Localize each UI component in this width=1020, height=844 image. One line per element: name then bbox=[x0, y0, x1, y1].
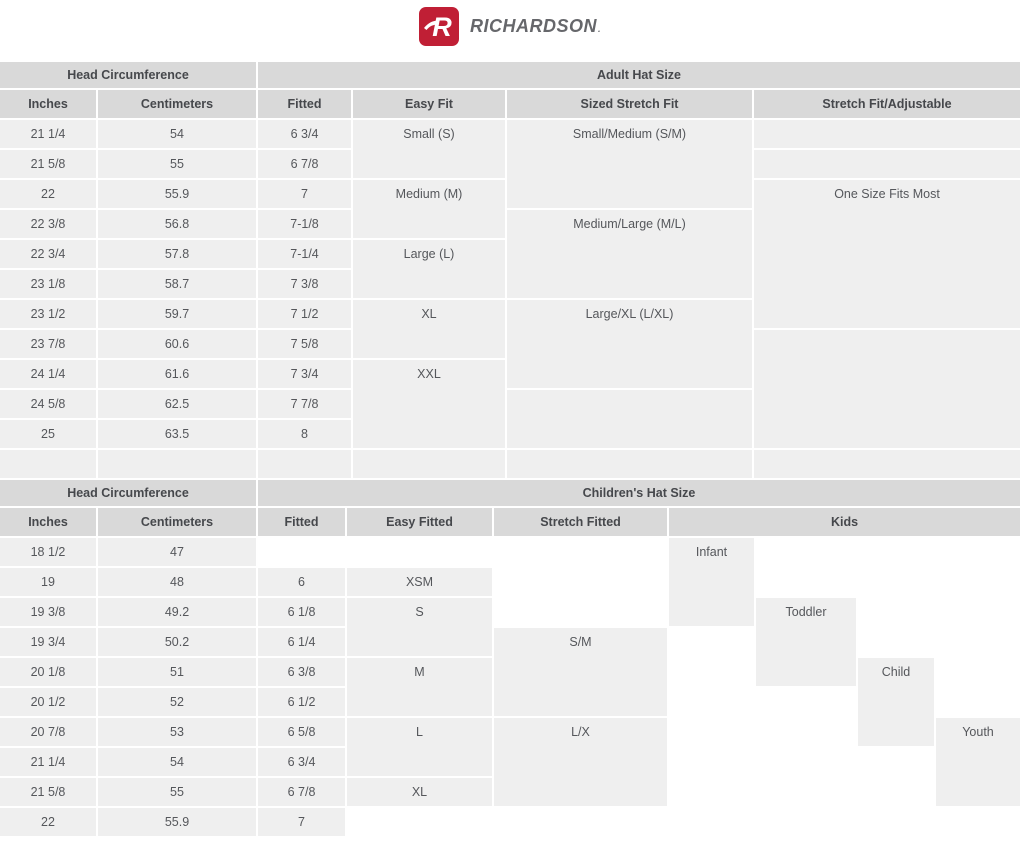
empty-cell bbox=[507, 450, 752, 478]
size-cell-label: 24 1/4 bbox=[30, 367, 66, 381]
size-cell bbox=[347, 568, 492, 596]
size-cell bbox=[756, 598, 856, 686]
size-cell-label: 7 5/8 bbox=[290, 337, 319, 351]
size-cell bbox=[258, 270, 351, 298]
size-cell bbox=[98, 150, 256, 178]
size-cell bbox=[98, 360, 256, 388]
column-header-label: Easy Fitted bbox=[386, 515, 453, 529]
size-cell-label: Large/XL (L/XL) bbox=[585, 307, 674, 321]
size-cell-label: 55 bbox=[170, 785, 184, 799]
size-cell bbox=[98, 778, 256, 806]
size-cell-label: 22 bbox=[41, 187, 55, 201]
size-cell-label: 22 3/4 bbox=[30, 247, 66, 261]
richardson-logo bbox=[0, 6, 1020, 46]
size-cell-label: Infant bbox=[695, 545, 728, 559]
size-cell bbox=[353, 120, 505, 178]
size-cell bbox=[258, 390, 351, 418]
empty-cell bbox=[754, 120, 1020, 148]
size-cell-label: 18 1/2 bbox=[30, 545, 66, 559]
size-cell-label: 7 bbox=[298, 815, 305, 829]
size-cell bbox=[347, 658, 492, 716]
size-cell-label: 55.9 bbox=[164, 815, 190, 829]
size-cell-label: 6 5/8 bbox=[287, 725, 316, 739]
size-cell bbox=[0, 688, 96, 716]
size-cell-label: 20 7/8 bbox=[30, 725, 66, 739]
size-cell bbox=[98, 240, 256, 268]
size-cell-label: 7 7/8 bbox=[290, 397, 319, 411]
empty-cell bbox=[754, 330, 1020, 448]
size-cell bbox=[669, 538, 754, 626]
size-cell-label: 7 1/2 bbox=[290, 307, 319, 321]
size-cell-label: 57.8 bbox=[164, 247, 190, 261]
brand-name: RICHARDSON bbox=[469, 15, 597, 36]
column-header-label: Stretch Fitted bbox=[540, 515, 621, 529]
size-cell-label: XSM bbox=[405, 575, 434, 589]
group-header bbox=[0, 480, 256, 506]
size-cell-label: 7 bbox=[301, 187, 308, 201]
column-header bbox=[494, 508, 667, 536]
size-cell-label: 25 bbox=[41, 427, 55, 441]
size-cell bbox=[0, 748, 96, 776]
size-cell bbox=[258, 210, 351, 238]
size-cell bbox=[258, 568, 345, 596]
column-header bbox=[258, 508, 345, 536]
childrens-hat-size-table bbox=[0, 480, 1020, 836]
size-cell bbox=[0, 420, 96, 448]
size-cell-label: Small (S) bbox=[403, 127, 455, 141]
empty-cell bbox=[353, 450, 505, 478]
size-cell bbox=[0, 778, 96, 806]
size-cell bbox=[98, 210, 256, 238]
group-header bbox=[0, 62, 256, 88]
size-cell bbox=[0, 360, 96, 388]
size-cell bbox=[258, 718, 345, 746]
size-cell-label: 23 1/2 bbox=[30, 307, 66, 321]
size-cell bbox=[858, 658, 934, 746]
size-cell bbox=[258, 240, 351, 268]
size-cell-label: 61.6 bbox=[164, 367, 190, 381]
size-cell bbox=[0, 300, 96, 328]
column-header-label: Centimeters bbox=[140, 97, 214, 111]
size-cell-label: 54 bbox=[170, 127, 184, 141]
size-cell-label: 49.2 bbox=[164, 605, 190, 619]
size-cell-label: 63.5 bbox=[164, 427, 190, 441]
column-header-label: Inches bbox=[28, 515, 68, 529]
size-cell-label: 59.7 bbox=[164, 307, 190, 321]
size-cell bbox=[507, 120, 752, 208]
group-header-label: Adult Hat Size bbox=[596, 68, 682, 82]
size-cell-label: 53 bbox=[170, 725, 184, 739]
size-cell-label: 6 7/8 bbox=[290, 157, 319, 171]
size-cell-label: 50.2 bbox=[164, 635, 190, 649]
size-cell bbox=[353, 300, 505, 358]
size-cell bbox=[98, 808, 256, 836]
group-header bbox=[258, 480, 1020, 506]
size-cell-label: One Size Fits Most bbox=[834, 187, 940, 201]
size-cell-label: Large (L) bbox=[403, 247, 455, 261]
size-cell-label: 55 bbox=[170, 157, 184, 171]
size-cell bbox=[98, 658, 256, 686]
logo-letter: R bbox=[432, 11, 452, 42]
empty-cell bbox=[0, 450, 96, 478]
size-cell-label: 6 1/2 bbox=[287, 695, 316, 709]
column-header bbox=[507, 90, 752, 118]
empty-cell bbox=[507, 390, 752, 448]
size-cell-label: 22 bbox=[41, 815, 55, 829]
richardson-r-badge-icon bbox=[419, 7, 459, 46]
column-header-label: Stretch Fit/Adjustable bbox=[822, 97, 952, 111]
size-cell-label: 20 1/8 bbox=[30, 665, 66, 679]
size-cell-label: 19 bbox=[41, 575, 55, 589]
size-cell-label: 52 bbox=[170, 695, 184, 709]
size-cell-label: 24 5/8 bbox=[30, 397, 66, 411]
column-header-label: Kids bbox=[830, 515, 859, 529]
sizing-charts bbox=[0, 62, 1020, 836]
size-cell bbox=[258, 150, 351, 178]
empty-cell bbox=[98, 450, 256, 478]
size-cell bbox=[98, 568, 256, 596]
column-header-label: Centimeters bbox=[140, 515, 214, 529]
size-cell bbox=[98, 628, 256, 656]
size-cell bbox=[0, 240, 96, 268]
size-cell-label: Small/Medium (S/M) bbox=[572, 127, 687, 141]
column-header bbox=[258, 90, 351, 118]
size-cell-label: XL bbox=[421, 307, 437, 321]
size-cell bbox=[347, 778, 492, 806]
column-header-label: Inches bbox=[28, 97, 68, 111]
size-cell-label: 51 bbox=[170, 665, 184, 679]
size-cell-label: 19 3/8 bbox=[30, 605, 66, 619]
size-cell-label: 54 bbox=[170, 755, 184, 769]
column-header bbox=[347, 508, 492, 536]
size-cell bbox=[0, 808, 96, 836]
size-cell bbox=[353, 240, 505, 298]
size-cell bbox=[494, 718, 667, 806]
column-header bbox=[98, 508, 256, 536]
column-header bbox=[353, 90, 505, 118]
size-cell-label: 6 7/8 bbox=[287, 785, 316, 799]
column-header-label: Sized Stretch Fit bbox=[580, 97, 679, 111]
size-cell bbox=[258, 420, 351, 448]
size-cell-label: 20 1/2 bbox=[30, 695, 66, 709]
empty-cell bbox=[754, 150, 1020, 178]
size-cell bbox=[258, 300, 351, 328]
size-cell bbox=[0, 718, 96, 746]
size-cell bbox=[258, 330, 351, 358]
size-cell bbox=[98, 688, 256, 716]
size-cell bbox=[98, 538, 256, 566]
adult-hat-size-table bbox=[0, 62, 1020, 478]
size-cell-label: 47 bbox=[170, 545, 184, 559]
size-cell bbox=[98, 598, 256, 626]
size-cell bbox=[353, 360, 505, 448]
size-cell bbox=[0, 390, 96, 418]
size-cell-label: 7-1/8 bbox=[290, 217, 319, 231]
size-cell-label: Medium/Large (M/L) bbox=[573, 217, 686, 231]
size-cell-label: 22 3/8 bbox=[30, 217, 66, 231]
size-cell bbox=[98, 748, 256, 776]
empty-cell bbox=[258, 450, 351, 478]
size-cell-label: 6 3/4 bbox=[290, 127, 319, 141]
size-cell-label: S/M bbox=[569, 635, 592, 649]
size-cell-label: 6 1/4 bbox=[287, 635, 316, 649]
size-cell-label: 6 3/4 bbox=[287, 755, 316, 769]
size-cell bbox=[0, 150, 96, 178]
size-cell bbox=[0, 568, 96, 596]
size-cell bbox=[0, 270, 96, 298]
size-cell bbox=[347, 718, 492, 776]
size-cell bbox=[0, 538, 96, 566]
size-cell bbox=[258, 778, 345, 806]
size-cell-label: 6 3/8 bbox=[287, 665, 316, 679]
size-cell-label: 7-1/4 bbox=[290, 247, 319, 261]
size-cell bbox=[98, 718, 256, 746]
size-cell-label: S bbox=[415, 605, 424, 619]
size-cell bbox=[0, 658, 96, 686]
size-cell-label: 6 bbox=[298, 575, 305, 589]
size-cell-label: 7 3/8 bbox=[290, 277, 319, 291]
column-header bbox=[754, 90, 1020, 118]
size-cell bbox=[258, 180, 351, 208]
size-cell bbox=[0, 210, 96, 238]
column-header bbox=[0, 508, 96, 536]
size-cell bbox=[258, 360, 351, 388]
group-header bbox=[258, 62, 1020, 88]
size-cell-label: 60.6 bbox=[164, 337, 190, 351]
size-cell bbox=[98, 330, 256, 358]
size-cell bbox=[347, 598, 492, 656]
size-cell-label: 48 bbox=[170, 575, 184, 589]
group-header-label: Head Circumference bbox=[67, 486, 189, 500]
column-header-label: Fitted bbox=[287, 97, 322, 111]
size-cell bbox=[258, 598, 345, 626]
size-cell-label: 6 1/8 bbox=[287, 605, 316, 619]
size-cell bbox=[0, 330, 96, 358]
size-cell-label: XL bbox=[411, 785, 428, 799]
size-cell bbox=[494, 628, 667, 716]
column-header bbox=[98, 90, 256, 118]
size-cell bbox=[0, 628, 96, 656]
size-cell bbox=[258, 748, 345, 776]
size-cell-label: 23 7/8 bbox=[30, 337, 66, 351]
size-cell-label: 56.8 bbox=[164, 217, 190, 231]
size-cell-label: Toddler bbox=[785, 605, 827, 619]
size-cell bbox=[258, 628, 345, 656]
size-cell-label: 19 3/4 bbox=[30, 635, 66, 649]
size-cell-label: 7 3/4 bbox=[290, 367, 319, 381]
size-cell bbox=[353, 180, 505, 238]
size-cell bbox=[754, 180, 1020, 328]
empty-cell bbox=[754, 450, 1020, 478]
size-cell bbox=[507, 300, 752, 388]
size-cell bbox=[258, 808, 345, 836]
size-cell bbox=[98, 420, 256, 448]
column-header-label: Fitted bbox=[284, 515, 319, 529]
column-header-label: Easy Fit bbox=[405, 97, 453, 111]
size-cell-label: L/X bbox=[571, 725, 590, 739]
size-cell bbox=[0, 598, 96, 626]
size-cell bbox=[98, 300, 256, 328]
size-cell-label: 21 5/8 bbox=[30, 157, 66, 171]
size-cell-label: 62.5 bbox=[164, 397, 190, 411]
group-header-label: Head Circumference bbox=[67, 68, 189, 82]
size-cell bbox=[258, 120, 351, 148]
size-cell-label: Medium (M) bbox=[395, 187, 463, 201]
registered-mark: . bbox=[598, 23, 602, 34]
size-cell-label: XXL bbox=[417, 367, 441, 381]
size-cell bbox=[98, 180, 256, 208]
size-cell bbox=[0, 120, 96, 148]
size-cell-label: 21 1/4 bbox=[30, 755, 66, 769]
size-cell-label: 21 1/4 bbox=[30, 127, 66, 141]
size-cell bbox=[258, 658, 345, 686]
size-cell bbox=[98, 120, 256, 148]
size-cell-label: 8 bbox=[301, 427, 308, 441]
group-header-label: Children's Hat Size bbox=[582, 486, 696, 500]
column-header bbox=[0, 90, 96, 118]
size-cell bbox=[507, 210, 752, 298]
brand-wordmark bbox=[470, 16, 601, 37]
size-cell bbox=[0, 180, 96, 208]
size-cell-label: Youth bbox=[962, 725, 994, 739]
size-cell bbox=[98, 390, 256, 418]
size-cell-label: M bbox=[414, 665, 425, 679]
size-cell-label: 23 1/8 bbox=[30, 277, 66, 291]
size-cell-label: 21 5/8 bbox=[30, 785, 66, 799]
size-cell bbox=[258, 688, 345, 716]
size-cell-label: L bbox=[416, 725, 423, 739]
size-cell-label: Child bbox=[881, 665, 911, 679]
size-cell-label: 55.9 bbox=[164, 187, 190, 201]
size-cell bbox=[936, 718, 1020, 806]
size-cell bbox=[98, 270, 256, 298]
size-cell-label: 58.7 bbox=[164, 277, 190, 291]
column-header bbox=[669, 508, 1020, 536]
